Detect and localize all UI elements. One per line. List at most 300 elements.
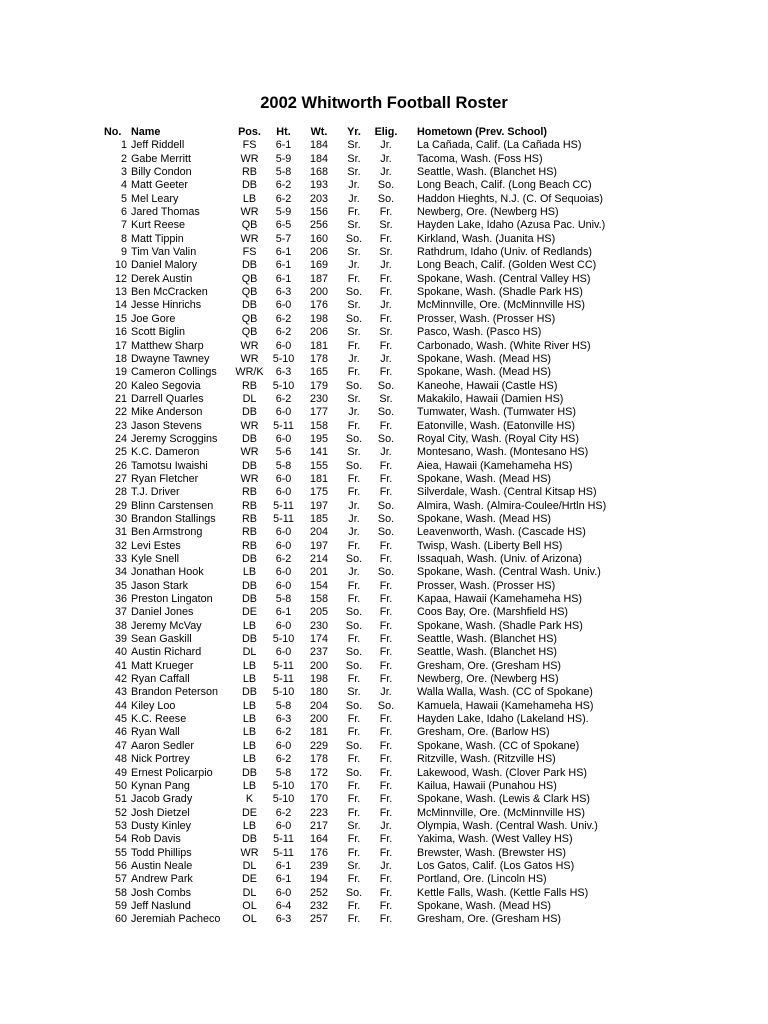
player-position: QB (241, 219, 258, 232)
table-row (104, 219, 606, 232)
player-name: Ben Armstrong (131, 526, 203, 539)
player-position: WR (240, 232, 259, 245)
player-height: 5-8 (275, 459, 292, 472)
player-position: DB (242, 766, 257, 779)
player-year: Fr. (347, 713, 361, 726)
player-year: Fr. (347, 633, 361, 646)
player-weight: 168 (309, 166, 328, 179)
player-hometown: Kamuela, Hawaii (Kamehameha HS) (417, 699, 594, 712)
player-year: So. (345, 286, 363, 299)
player-year: Jr. (348, 192, 360, 205)
player-height: 6-2 (275, 553, 292, 565)
player-weight: 193 (309, 179, 328, 192)
player-name: Daniel Malory (131, 259, 198, 272)
player-number: 1 (120, 139, 127, 152)
player-name: Scott Biglin (131, 326, 186, 339)
player-name: Aaron Sedler (131, 739, 195, 752)
player-position: RB (242, 512, 257, 525)
player-height: 6-0 (275, 579, 292, 592)
player-position: WR (240, 472, 259, 485)
player-year: Sr. (347, 392, 361, 405)
player-height: 5-8 (275, 166, 292, 179)
player-hometown: Seattle, Wash. (Blanchet HS) (417, 646, 558, 659)
player-weight: 206 (309, 246, 328, 259)
player-weight: 198 (309, 673, 328, 686)
player-hometown: Royal City, Wash. (Royal City HS) (417, 432, 579, 445)
page-title: 2002 Whitworth Football Roster (260, 94, 508, 112)
player-eligibility: Fr. (379, 753, 393, 766)
player-hometown: Newberg, Ore. (Newberg HS) (417, 206, 559, 219)
player-weight: 176 (309, 299, 328, 312)
player-weight: 237 (309, 646, 328, 659)
player-number: 29 (114, 499, 127, 512)
player-name: Joe Gore (131, 312, 176, 325)
player-year: So. (345, 739, 363, 752)
player-name: Matt Geeter (131, 179, 189, 192)
player-number: 48 (114, 753, 127, 766)
player-year: Fr. (347, 206, 361, 219)
table-row (104, 433, 606, 446)
player-position: DB (242, 593, 257, 606)
player-height: 6-3 (275, 913, 292, 926)
player-name: Dwayne Tawney (131, 352, 210, 365)
player-year: Fr. (347, 339, 361, 352)
player-position: DL (242, 859, 257, 872)
player-eligibility: Jr. (380, 819, 392, 832)
player-weight: 165 (309, 366, 328, 379)
player-weight: 179 (309, 379, 328, 392)
player-name: Tim Van Valin (131, 246, 197, 259)
player-year: Sr. (347, 859, 361, 872)
table-row (104, 393, 606, 406)
player-hometown: Spokane, Wash. (Mead HS) (417, 899, 552, 912)
header-hometown: Hometown (Prev. School) (417, 126, 547, 138)
player-position: DB (242, 179, 257, 192)
player-weight: 232 (309, 899, 328, 912)
player-height: 5-8 (275, 766, 292, 779)
player-name: Kyle Snell (131, 553, 180, 565)
player-position: DL (242, 886, 257, 899)
player-name: Gabe Merritt (131, 152, 191, 165)
player-height: 6-5 (275, 219, 292, 232)
player-hometown: Rathdrum, Idaho (Univ. of Redlands) (417, 246, 593, 259)
player-weight: 201 (309, 566, 328, 579)
player-position: RB (242, 379, 257, 392)
player-hometown: Spokane, Wash. (CC of Spokane) (417, 739, 580, 752)
player-position: RB (242, 526, 257, 539)
player-eligibility: Fr. (379, 646, 393, 659)
player-eligibility: Fr. (379, 846, 393, 859)
player-year: Fr. (347, 913, 361, 926)
player-height: 6-0 (275, 566, 292, 579)
player-name: Nick Portrey (131, 753, 190, 766)
player-height: 6-2 (275, 312, 292, 325)
player-weight: 230 (309, 392, 328, 405)
table-row (104, 233, 606, 246)
player-number: 35 (114, 579, 127, 592)
player-height: 5-11 (273, 673, 294, 686)
player-year: Fr. (347, 486, 361, 499)
player-eligibility: Fr. (379, 419, 393, 432)
player-number: 39 (114, 633, 127, 646)
player-height: 5-10 (272, 633, 295, 646)
player-year: Sr. (347, 139, 361, 152)
player-number: 16 (114, 326, 127, 339)
player-year: Fr. (347, 726, 361, 739)
player-number: 18 (114, 352, 127, 365)
player-name: Matt Tippin (131, 232, 184, 245)
player-name: Mel Leary (131, 192, 179, 205)
player-year: So. (345, 312, 363, 325)
player-number: 44 (114, 699, 127, 712)
player-position: DB (242, 579, 257, 592)
player-name: Jeremy McVay (131, 619, 202, 632)
table-row (104, 660, 606, 673)
player-position: LB (242, 713, 257, 726)
player-number: 50 (114, 779, 127, 792)
table-row (104, 259, 606, 272)
table-row (104, 593, 606, 606)
player-name: Rob Davis (131, 833, 181, 846)
player-hometown: Brewster, Wash. (Brewster HS) (417, 846, 566, 859)
player-year: Jr. (348, 526, 360, 539)
player-number: 32 (114, 539, 127, 552)
player-weight: 181 (309, 339, 328, 352)
player-height: 5-10 (272, 352, 295, 365)
table-row (104, 580, 606, 593)
player-number: 59 (114, 899, 127, 912)
player-eligibility: Fr. (379, 726, 393, 739)
player-hometown: Spokane, Wash. (Lewis & Clark HS) (417, 793, 591, 806)
player-number: 37 (114, 606, 127, 619)
player-hometown: Hayden Lake, Idaho (Azusa Pac. Univ.) (417, 219, 606, 232)
player-height: 5-11 (273, 499, 294, 512)
player-number: 14 (114, 299, 127, 312)
player-position: WR (240, 152, 259, 165)
player-year: Fr. (347, 472, 361, 485)
player-eligibility: Fr. (379, 913, 393, 926)
player-year: Fr. (347, 793, 361, 806)
player-position: DB (242, 432, 257, 445)
player-height: 5-10 (272, 779, 295, 792)
player-position: DB (242, 406, 257, 419)
player-eligibility: Fr. (379, 579, 393, 592)
player-year: So. (345, 432, 363, 445)
player-height: 6-0 (275, 406, 292, 419)
player-position: DE (242, 873, 257, 886)
player-weight: 156 (309, 206, 328, 219)
player-eligibility: Fr. (379, 553, 393, 565)
player-number: 9 (120, 246, 127, 259)
player-eligibility: Fr. (379, 833, 393, 846)
player-position: LB (242, 699, 257, 712)
player-position: OL (242, 913, 257, 926)
player-height: 5-10 (272, 793, 295, 806)
player-name: Ryan Caffall (131, 673, 190, 686)
player-year: So. (345, 699, 363, 712)
player-position: LB (242, 192, 257, 205)
player-position: DB (242, 633, 257, 646)
player-height: 6-1 (275, 859, 292, 872)
player-number: 13 (114, 286, 127, 299)
player-name: Dusty Kinley (131, 819, 192, 832)
player-year: Jr. (348, 566, 360, 579)
player-number: 19 (114, 366, 127, 379)
player-weight: 256 (309, 219, 328, 232)
roster-table (104, 126, 606, 927)
player-eligibility: Sr. (379, 246, 393, 259)
player-eligibility: Sr. (379, 326, 393, 339)
player-weight: 198 (309, 312, 328, 325)
player-weight: 197 (309, 499, 328, 512)
player-name: Darrell Quarles (131, 392, 204, 405)
player-year: Fr. (347, 779, 361, 792)
table-row (104, 620, 606, 633)
player-eligibility: So. (377, 566, 395, 579)
player-name: Mike Anderson (131, 406, 203, 419)
player-eligibility: So. (377, 432, 395, 445)
player-height: 5-8 (275, 699, 292, 712)
table-row (104, 500, 606, 513)
player-eligibility: Fr. (379, 793, 393, 806)
player-name: Preston Lingaton (131, 593, 213, 606)
player-hometown: Carbonado, Wash. (White River HS) (417, 339, 591, 352)
player-eligibility: Sr. (379, 392, 393, 405)
player-position: QB (241, 312, 258, 325)
player-hometown: La Cañada, Calif. (La Cañada HS) (417, 139, 582, 152)
player-height: 6-4 (275, 899, 292, 912)
player-hometown: Coos Bay, Ore. (Marshfield HS) (417, 606, 568, 619)
player-position: DB (242, 459, 257, 472)
table-row (104, 353, 606, 366)
player-name: Jason Stark (131, 579, 189, 592)
player-number: 21 (114, 392, 127, 405)
player-height: 6-0 (275, 739, 292, 752)
player-year: Fr. (347, 272, 361, 285)
header-wt: Wt. (310, 126, 328, 138)
player-number: 25 (114, 446, 127, 459)
player-name: Josh Dietzel (131, 806, 190, 819)
player-year: Jr. (348, 352, 360, 365)
player-number: 33 (114, 553, 127, 565)
player-height: 6-1 (275, 272, 292, 285)
player-hometown: Gresham, Ore. (Gresham HS) (417, 913, 561, 926)
table-row (104, 673, 606, 686)
player-position: QB (241, 272, 258, 285)
player-eligibility: Fr. (379, 673, 393, 686)
player-height: 6-0 (275, 299, 292, 312)
player-height: 5-10 (272, 686, 295, 699)
table-row (104, 780, 606, 793)
player-weight: 230 (309, 619, 328, 632)
player-eligibility: Fr. (379, 539, 393, 552)
player-eligibility: Jr. (380, 259, 392, 272)
player-weight: 217 (309, 819, 328, 832)
player-weight: 170 (309, 793, 328, 806)
player-height: 6-0 (275, 619, 292, 632)
player-weight: 180 (309, 686, 328, 699)
player-weight: 187 (309, 272, 328, 285)
player-hometown: Leavenworth, Wash. (Cascade HS) (417, 526, 586, 539)
player-number: 34 (114, 566, 127, 579)
player-year: Fr. (347, 806, 361, 819)
player-year: So. (345, 606, 363, 619)
player-weight: 214 (309, 553, 328, 565)
player-hometown: Kapaa, Hawaii (Kamehameha HS) (417, 593, 583, 606)
player-name: K.C. Reese (131, 713, 187, 726)
player-weight: 257 (309, 913, 328, 926)
player-eligibility: Fr. (379, 619, 393, 632)
player-height: 5-6 (275, 446, 292, 459)
player-name: Jared Thomas (131, 206, 200, 219)
player-name: Jonathan Hook (131, 566, 204, 579)
player-eligibility: So. (377, 512, 395, 525)
table-row (104, 767, 606, 780)
player-name: Jeff Naslund (131, 899, 191, 912)
player-position: QB (241, 326, 258, 339)
player-weight: 185 (309, 512, 328, 525)
player-number: 51 (114, 793, 127, 806)
player-name: Derek Austin (131, 272, 193, 285)
table-row (104, 380, 606, 393)
player-position: DL (242, 646, 257, 659)
player-position: RB (242, 539, 257, 552)
player-number: 30 (114, 512, 127, 525)
player-name: Kurt Reese (131, 219, 186, 232)
player-position: DL (242, 392, 257, 405)
player-hometown: Spokane, Wash. (Mead HS) (417, 512, 552, 525)
player-number: 56 (114, 859, 127, 872)
player-weight: 252 (309, 886, 328, 899)
player-name: Todd Phillips (131, 846, 192, 859)
player-height: 6-0 (275, 646, 292, 659)
player-position: RB (242, 166, 257, 179)
player-number: 27 (114, 472, 127, 485)
player-hometown: Pasco, Wash. (Pasco HS) (417, 326, 542, 339)
player-eligibility: Fr. (379, 659, 393, 672)
player-hometown: Walla Walla, Wash. (CC of Spokane) (417, 686, 593, 699)
player-eligibility: Jr. (380, 859, 392, 872)
player-eligibility: Fr. (379, 766, 393, 779)
player-weight: 164 (309, 833, 328, 846)
player-name: Andrew Park (131, 873, 193, 886)
table-row (104, 326, 606, 339)
player-weight: 170 (309, 779, 328, 792)
table-row (104, 873, 606, 886)
player-position: QB (241, 286, 258, 299)
player-year: Sr. (347, 686, 361, 699)
player-hometown: Twisp, Wash. (Liberty Bell HS) (417, 539, 563, 552)
table-row (104, 726, 606, 739)
player-height: 6-2 (275, 806, 292, 819)
roster-header-row (104, 126, 606, 139)
player-hometown: Almira, Wash. (Almira-Coulee/Hrtln HS) (417, 499, 607, 512)
table-row (104, 286, 606, 299)
player-number: 58 (114, 886, 127, 899)
player-position: LB (242, 739, 257, 752)
player-number: 8 (120, 232, 127, 245)
table-row (104, 179, 606, 192)
table-row (104, 820, 606, 833)
player-height: 6-0 (275, 886, 292, 899)
player-hometown: Long Beach, Calif. (Golden West CC) (417, 259, 597, 272)
player-hometown: McMinnville, Ore. (McMinnville HS) (417, 299, 585, 312)
player-weight: 197 (309, 539, 328, 552)
player-hometown: Seattle, Wash. (Blanchet HS) (417, 633, 558, 646)
player-position: WR/K (235, 366, 264, 379)
player-hometown: Portland, Ore. (Lincoln HS) (417, 873, 547, 886)
table-row (104, 139, 606, 152)
player-year: So. (345, 553, 363, 565)
player-eligibility: So. (377, 526, 395, 539)
player-name: Ryan Fletcher (131, 472, 199, 485)
player-hometown: Long Beach, Calif. (Long Beach CC) (417, 179, 592, 192)
player-position: DE (242, 606, 257, 619)
player-name: Billy Condon (131, 166, 192, 179)
player-height: 6-0 (275, 539, 292, 552)
table-row (104, 526, 606, 539)
player-position: DB (242, 686, 257, 699)
player-weight: 160 (309, 232, 328, 245)
table-row (104, 540, 606, 553)
player-number: 38 (114, 619, 127, 632)
player-number: 60 (114, 913, 127, 926)
player-year: Sr. (347, 299, 361, 312)
player-eligibility: Sr. (379, 219, 393, 232)
player-name: Jeremy Scroggins (131, 432, 218, 445)
player-name: Daniel Jones (131, 606, 194, 619)
player-year: Fr. (347, 873, 361, 886)
player-height: 6-0 (275, 486, 292, 499)
table-row (104, 860, 606, 873)
player-year: Sr. (347, 446, 361, 459)
player-height: 6-2 (275, 326, 292, 339)
player-number: 45 (114, 713, 127, 726)
player-height: 6-1 (275, 246, 292, 259)
player-name: Matthew Sharp (131, 339, 204, 352)
player-height: 5-7 (275, 232, 292, 245)
header-elig: Elig. (374, 126, 398, 138)
player-year: So. (345, 646, 363, 659)
player-position: OL (242, 899, 257, 912)
player-weight: 184 (309, 152, 328, 165)
player-number: 52 (114, 806, 127, 819)
player-hometown: Silverdale, Wash. (Central Kitsap HS) (417, 486, 597, 499)
player-eligibility: Fr. (379, 339, 393, 352)
player-eligibility: So. (377, 499, 395, 512)
player-position: WR (240, 206, 259, 219)
player-number: 12 (114, 272, 127, 285)
player-weight: 175 (309, 486, 328, 499)
player-year: Jr. (348, 406, 360, 419)
player-hometown: Spokane, Wash. (Central Wash. Univ.) (417, 566, 601, 579)
player-height: 6-1 (275, 139, 292, 152)
player-number: 10 (114, 259, 127, 272)
player-position: WR (240, 446, 259, 459)
player-weight: 158 (309, 419, 328, 432)
player-position: WR (240, 419, 259, 432)
player-height: 6-1 (275, 606, 292, 619)
player-year: Fr. (347, 899, 361, 912)
player-position: LB (242, 659, 257, 672)
player-position: LB (242, 753, 257, 766)
player-position: RB (242, 486, 257, 499)
player-eligibility: Fr. (379, 593, 393, 606)
player-hometown: Prosser, Wash. (Prosser HS) (417, 579, 556, 592)
player-name: Kiley Loo (131, 699, 176, 712)
player-weight: 169 (309, 259, 328, 272)
player-weight: 176 (309, 846, 328, 859)
